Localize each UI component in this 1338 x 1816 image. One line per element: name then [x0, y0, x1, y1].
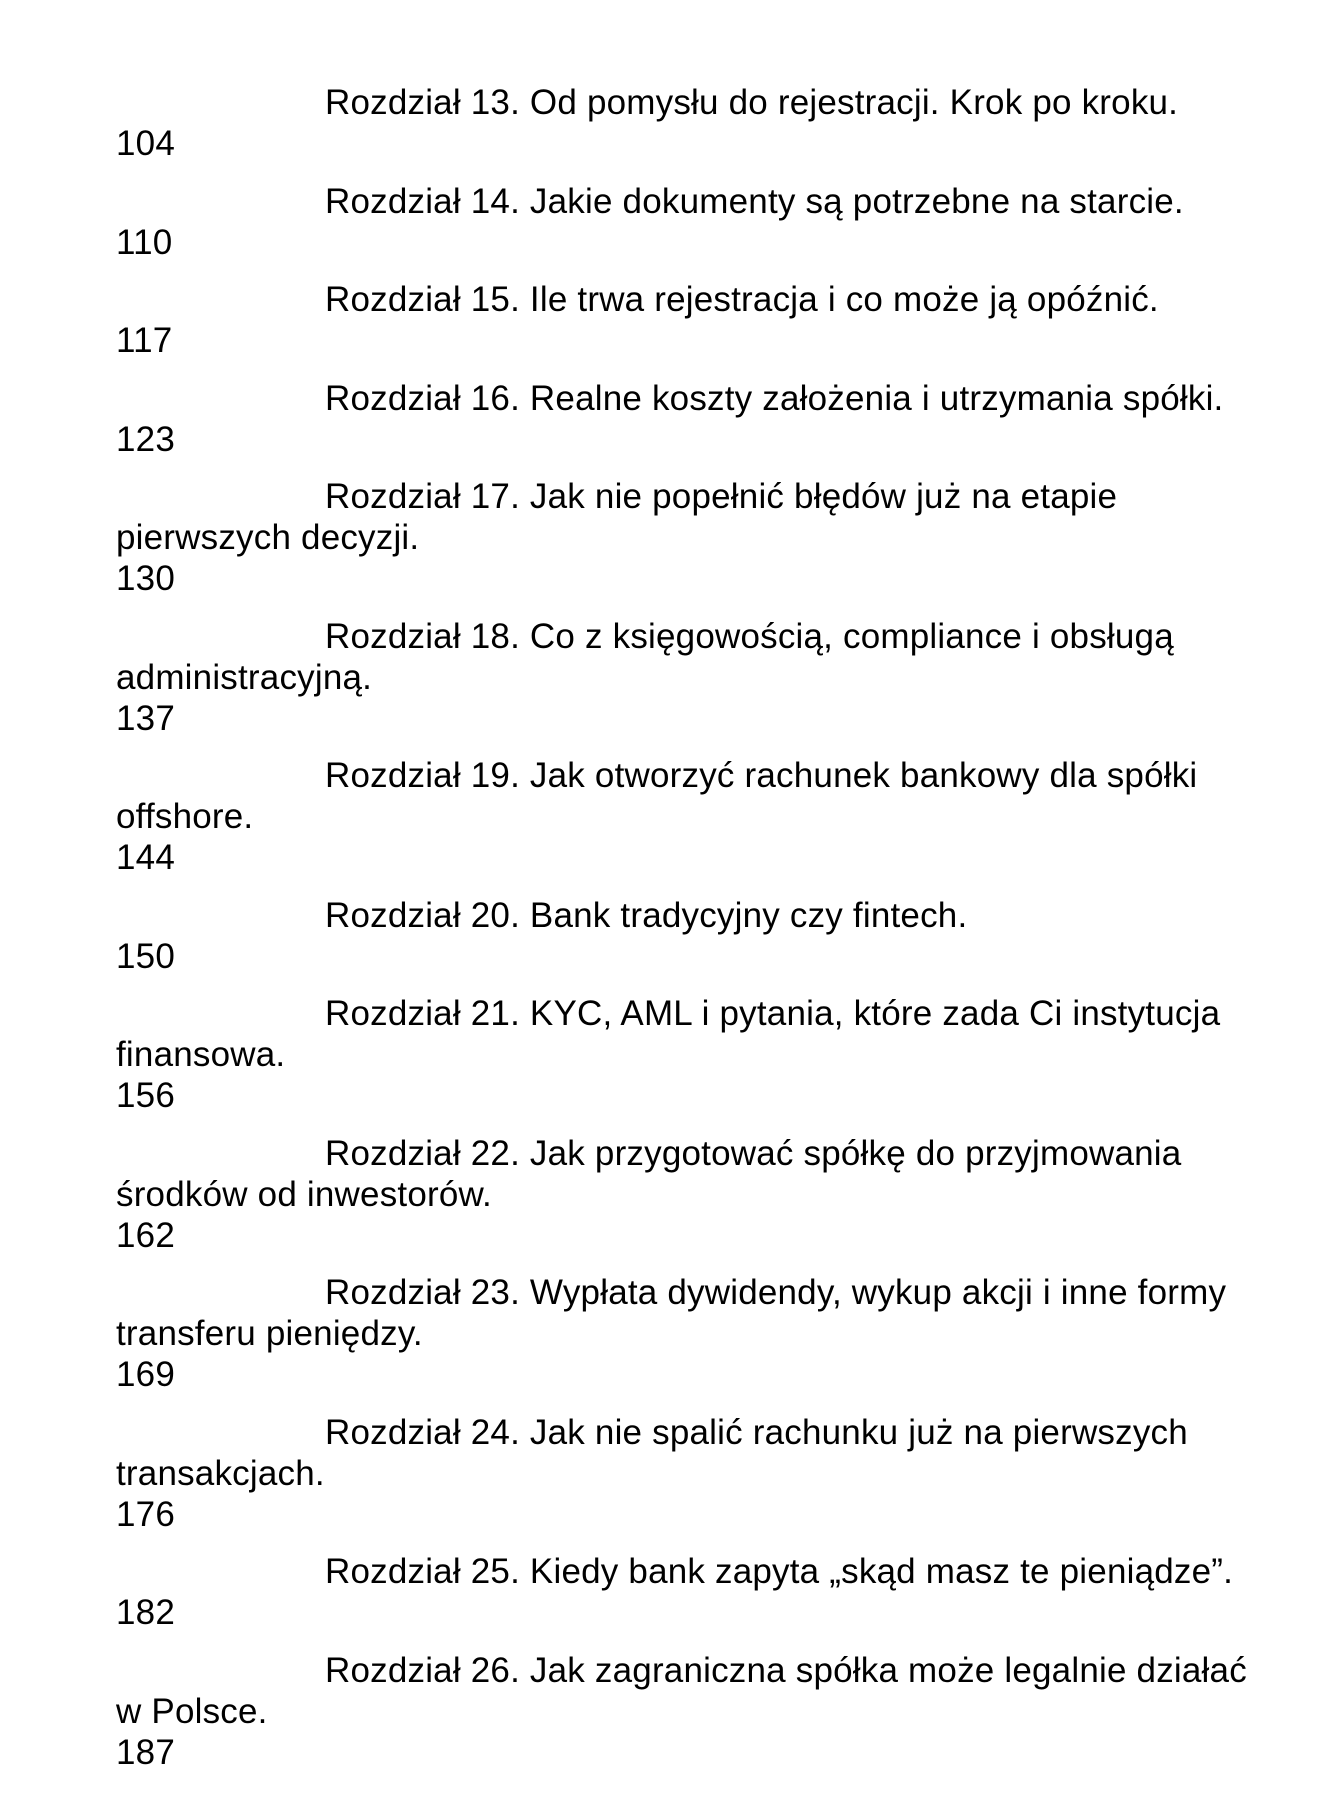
toc-entry	[116, 476, 1338, 599]
toc-entry-title: Rozdział 22. Jak przygotować spółkę do przyjmowania środków od inwestorów.	[116, 1133, 1182, 1214]
toc-entry-title: Rozdział 14. Jakie dokumenty są potrzebne na starcie.	[325, 181, 1184, 221]
toc-entry	[116, 181, 1338, 263]
toc-entry-page-number: 162	[116, 1215, 175, 1255]
toc-entry-page-number: 130	[116, 559, 175, 598]
toc-entry-title: Rozdział 18. Co z księgowością, compliance i obsługą administracyjną.	[116, 616, 1174, 697]
toc-entry-title: Rozdział 19. Jak otworzyć rachunek bankowy dla spółki offshore.	[116, 756, 1198, 836]
toc-entry	[116, 616, 1338, 739]
toc-entry-title: Rozdział 23. Wypłata dywidendy, wykup akcji i inne formy transferu pieniędzy.	[116, 1273, 1227, 1353]
toc-entry-title: Rozdział 24. Jak nie spalić rachunku już na pierwszych transakcjach.	[116, 1412, 1188, 1493]
toc-entry-page-number: 104	[116, 124, 175, 163]
toc-entry-page-number: 123	[116, 419, 175, 459]
toc-entry-page-number: 150	[116, 936, 175, 976]
toc-entry	[116, 1650, 1338, 1773]
toc-entry	[116, 1272, 1338, 1395]
toc-entry	[116, 1412, 1338, 1535]
toc-entry-title: Rozdział 21. KYC, AML i pytania, które zada Ci instytucja finansowa.	[116, 994, 1221, 1074]
toc-entry-page-number: 187	[116, 1732, 175, 1772]
toc-entry-list	[116, 82, 1338, 1773]
toc-entry-title: Rozdział 17. Jak nie popełnić błędów już na etapie pierwszych decyzji.	[116, 477, 1118, 557]
toc-entry	[116, 82, 1338, 164]
toc-entry-page-number: 176	[116, 1494, 175, 1534]
toc-entry-title: Rozdział 13. Od pomysłu do rejestracji. Krok po kroku.	[325, 83, 1179, 122]
toc-entry	[116, 1551, 1338, 1633]
toc-entry	[116, 895, 1338, 977]
toc-entry	[116, 378, 1338, 460]
toc-entry	[116, 279, 1338, 361]
toc-entry	[116, 755, 1338, 878]
toc-entry-title: Rozdział 15. Ile trwa rejestracja i co może ją opóźnić.	[325, 280, 1159, 319]
toc-entry-title: Rozdział 26. Jak zagraniczna spółka może legalnie działać w Polsce.	[116, 1650, 1247, 1731]
toc-entry-title: Rozdział 16. Realne koszty założenia i utrzymania spółki.	[325, 378, 1224, 418]
toc-entry-page-number: 144	[116, 838, 175, 877]
toc-entry-page-number: 169	[116, 1355, 175, 1394]
toc-entry-title: Rozdział 20. Bank tradycyjny czy fintech.	[325, 895, 968, 935]
toc-entry-page-number: 156	[116, 1076, 175, 1115]
toc-entry-page-number: 110	[116, 222, 173, 262]
toc-entry	[116, 1133, 1338, 1256]
toc-entry-page-number: 137	[116, 698, 175, 738]
toc-entry	[116, 993, 1338, 1116]
toc-entry-page-number: 117	[116, 321, 173, 360]
toc-entry-title: Rozdział 25. Kiedy bank zapyta „skąd masz te pieniądze”.	[325, 1552, 1234, 1591]
toc-entry-page-number: 182	[116, 1593, 175, 1632]
